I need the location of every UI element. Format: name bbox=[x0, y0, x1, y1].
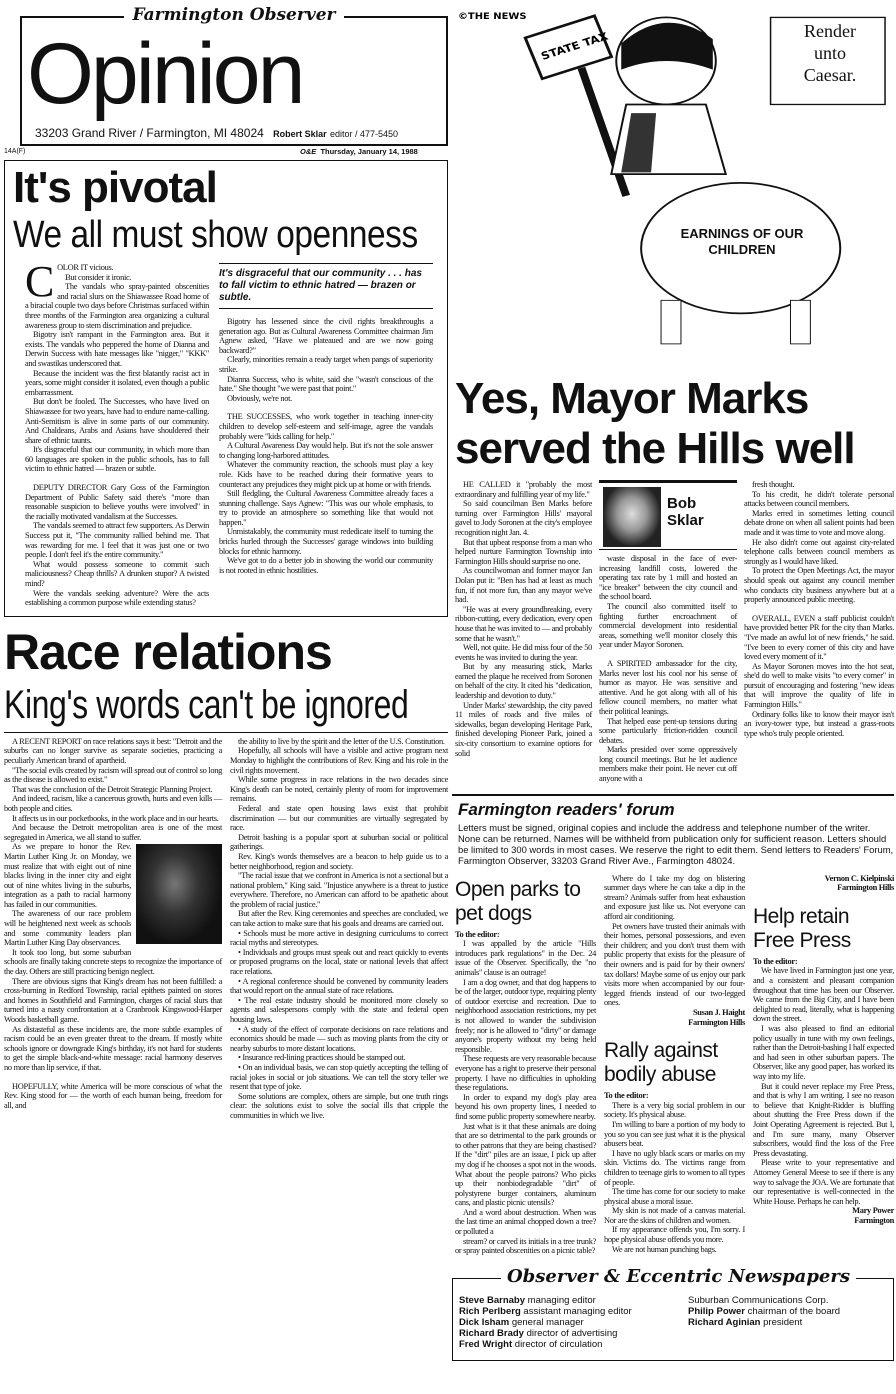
paragraph: Whatever the community reaction, the schools must play a key role. Kids have to be reached during their formative years to counteract any prejudices they might pick up at home or with friends. bbox=[219, 460, 433, 489]
paragraph: As Mayor Soronen moves into the hot seat, she'd do well to make visits "to every corner" in pursuit of encouraging and fostering "new ideas that will improve the quality of life in Farmington Hills." bbox=[744, 661, 894, 710]
editor-name: Robert Sklar bbox=[273, 129, 327, 139]
staff-role: assistant managing editor bbox=[523, 1305, 632, 1317]
letter-title: Rally against bodily abuse bbox=[604, 1039, 718, 1087]
forum-title: Farmington readers' forum bbox=[458, 799, 675, 819]
paragraph: Because the incident was the first blatantly racist act in years, some might consider it isolated, even though a public embarrassment. bbox=[25, 368, 209, 397]
letter-spacer bbox=[604, 1027, 745, 1035]
paragraph: That was the conclusion of the Detroit Strategic Planning Project. bbox=[12, 784, 213, 794]
letter-paragraph: And a word about destruction. When was the last time an animal chopped down a tree? or polluted a bbox=[455, 1207, 596, 1237]
paragraph: THE SUCCESSES, who work together in teaching inner-city children to develop self-esteem and self-image, agree the vandals probably were "kids calling for help." bbox=[219, 412, 433, 441]
paragraph: Under Marks' stewardship, the city paved 11 miles of roads and five miles of sidewalks, began developing Heritage Park, finished developing Pioneer Park, joined a six-city consortium to examine options for solid bbox=[455, 700, 592, 758]
paragraph: • On an individual basis, we can stop quietly accepting the telling of racial jokes in social or job situations. We can tell the story teller we resent that type of joke. bbox=[230, 1062, 448, 1092]
paragraph: the ability to live by the spirit and the letter of the U.S. Constitution. bbox=[238, 736, 445, 746]
paragraph: Still fledgling, the Cultural Awareness Committee already faces a stunning challenge. Says Agnew: "This was our whole emphasis, to try to provide an atmosphere so something like that would not happen." bbox=[219, 489, 433, 527]
staff-left bbox=[459, 1295, 674, 1350]
paragraph: DEPUTY DIRECTOR Gary Goss of the Farmington Department of Public Safety said there's "more than reasonable suspicion to believe youths were involved" in the racially motivated vandalism at the Successes. bbox=[25, 483, 209, 521]
letter-paragraph: I was also pleased to find an editorial policy usually in tune with my own feelings, rather than the Detroit-bashing I half expected and had seen in other suburban papers. The Observer, like any good paper, has worked its way into my life. bbox=[753, 1024, 894, 1081]
editorial-headline: We all must show openness bbox=[13, 214, 418, 256]
author-name: Bob Sklar bbox=[667, 495, 704, 529]
paragraph: As councilwoman and former mayor Jan Dolan put it: "Ben has had at least as much fun, if not more fun, than any mayor we've had. bbox=[455, 566, 592, 605]
letter-signature: Mary Power bbox=[852, 1206, 894, 1216]
paragraph: • A regional conference should be convened by community leaders that would report on the annual state of race relations. bbox=[230, 976, 448, 996]
paragraph: As distasteful as these incidents are, the more subtle examples of racism could be an even greater threat to the dream. If mostly white schools ignore or downgrade King's birthday, it's not hard for students to get the simple black-and-white message: racial harmony deserves no more than lip service, if that. bbox=[4, 1024, 222, 1072]
paragraph: The council also committed itself to fighting further encroachment of commercial development into residential areas, something we'll monitor closely this year under Mayor Soronen. bbox=[599, 601, 737, 650]
paragraph: "The racial issue that we confront in America is not a sectional but a national problem," King said. "Injustice anywhere is a threat to justice everywhere. Therefore, no American can afford to be apathetic about the problem of racial justice." bbox=[230, 871, 448, 909]
staff-role: managing editor bbox=[527, 1294, 596, 1306]
dateline bbox=[300, 147, 418, 156]
letter-paragraph: Pet owners have trusted their animals with their homes, personal possessions, and even their children; and you don't trust them with public property that exists for the pleasure of their owners and is paid for by their owners' tax dollars! Maybe some of us enjoy our park visits more when accompanied by our four-legged friends instead of our two-legged ones. bbox=[604, 921, 745, 1008]
staff-name: Dick Isham bbox=[459, 1316, 510, 1328]
right-stack bbox=[452, 0, 894, 1361]
sign-text: Render unto Caesar. bbox=[803, 21, 857, 85]
staff-role: chairman of the board bbox=[747, 1305, 841, 1317]
paragraph: Were the vandals seeking adventure? Were the acts establishing a common purpose while extending status? bbox=[25, 588, 209, 608]
editorial-kicker: It's pivotal bbox=[13, 163, 217, 212]
staff-right bbox=[688, 1295, 840, 1350]
race-editorial bbox=[4, 623, 448, 1121]
paragraph: • Individuals and groups must speak out and react quickly to events or proposed programs on the local, state or national levels that affect race relations. bbox=[230, 947, 448, 977]
letter-town: Farmington Hills bbox=[837, 883, 894, 893]
staff-entry bbox=[688, 1317, 840, 1328]
paragraph: • Insurance red-lining practices should be stamped out. bbox=[238, 1053, 406, 1063]
divider bbox=[4, 732, 448, 733]
editorial-col1 bbox=[13, 257, 209, 608]
letter-paragraph: I have no ugly black scars or marks on my skin. Victims do. The victims range from children to teenage girls to women to all types of people. bbox=[604, 1148, 745, 1187]
letter-paragraph: I'm willing to bare a portion of my body to you so you can see just what it is the physical abusers beat. bbox=[604, 1119, 745, 1149]
letter-signature: Vernon C. Kielpinski bbox=[824, 873, 894, 883]
letter-paragraph: If my appearance offends you, I'm sorry. I hope physical abuse offends you more. bbox=[604, 1225, 745, 1245]
letter-paragraph: There is a very big social problem in our society. It's physical abuse. bbox=[604, 1100, 745, 1120]
staff-entry bbox=[459, 1317, 674, 1328]
paragraph: But after the Rev. King ceremonies and speeches are concluded, we can take action to make sure that his goals and dreams are carried out. bbox=[230, 909, 448, 929]
column-col1 bbox=[455, 480, 592, 784]
staff-entry bbox=[459, 1295, 674, 1306]
staff-name: Rich Perlberg bbox=[459, 1305, 521, 1317]
letter-signature: Susan J. Haight bbox=[692, 1007, 745, 1017]
column-body bbox=[452, 480, 894, 784]
staff-name: Fred Wright bbox=[459, 1338, 513, 1350]
paper-nameplate: Farmington Observer bbox=[124, 5, 344, 25]
letter-salutation: To the editor: bbox=[455, 929, 500, 939]
paragraph: We've got to do a better job in showing the world our community is not rooted in ethnic hostilities. bbox=[219, 556, 433, 575]
paragraph: The vandals seemed to attract few supporters. As Derwin Success put it, "The community rallied behind me. That was rewarding for me. I feel that it was just one or two people. I don't feel it's the entire community." bbox=[25, 521, 209, 560]
paragraph: It's disgraceful that our community, in which more than 60 languages are spoken in the public schools, has to fall victim to ethnic hatred — brazen or subtle. bbox=[25, 445, 209, 474]
paragraph: Dianna Success, who is white, said she "wasn't conscious of the hate." She thought "we were past that point." bbox=[219, 374, 433, 394]
mallet-label: STATE TAX bbox=[539, 30, 611, 63]
staff-entry bbox=[459, 1306, 674, 1317]
paragraph: Bigotry has lessened since the civil rights breakthroughs a generation ago. But as Cultural Awareness Committee chairman Jim Agnew asked, "Have we plateaued and are we now going backward?" bbox=[219, 317, 433, 355]
letter-salutation: To the editor: bbox=[753, 956, 798, 966]
letter-paragraph: My skin is not made of a canvas material. Nor are the skins of children and women. bbox=[604, 1206, 745, 1225]
letter-paragraph: These requests are very reasonable because everyone has a right to preserve their personal property. I have no difficulties in upholding these regulations. bbox=[455, 1054, 596, 1093]
editorial-box bbox=[4, 160, 448, 617]
paragraph: A Cultural Awareness Day would help. But it's not the sole answer to changing long-harbored attitudes. bbox=[219, 441, 433, 460]
staff-entry bbox=[688, 1306, 840, 1317]
drop-cap: C bbox=[25, 257, 55, 306]
letter-title: Help retain Free Press bbox=[753, 904, 851, 952]
paragraph: A RECENT REPORT on race relations says it best: "Detroit and the suburbs can no longer survive as separate societies, practicing a peculiarly American brand of apartheid. bbox=[4, 736, 222, 765]
section-title: Opinion bbox=[27, 26, 303, 122]
paragraph: It took too long, but some suburban schools are finally taking concrete steps to recognize the importance of the day. Others are still practicing benign neglect. bbox=[4, 947, 222, 977]
staff-name: Philip Power bbox=[688, 1305, 746, 1317]
letter-paragraph: But it could never replace my Free Press, and that is why I am writing. I see no reason to believe that Knight-Ridder is bluffing about shutting the Free Press down if the Joint Operating Agreement is rejected. But I, and I'm sure many, many Observer subscribers, would find the loss of the Free Press devastating. bbox=[753, 1081, 894, 1158]
paragraph: HOPEFULLY, white America will be more conscious of what the Rev. King stood for — the worth of each human being, freedom for all, and bbox=[4, 1081, 222, 1110]
paragraph: Federal and state open housing laws exist that prohibit discrimination — but our communities are virtually segregated by race. bbox=[230, 803, 448, 833]
page-number: 14A(F) bbox=[4, 148, 26, 155]
footer-box bbox=[452, 1265, 894, 1361]
editor-role: editor / 477-5450 bbox=[330, 129, 399, 139]
paragraph: "He was at every groundbreaking, every ribbon-cutting, every dedication, every open house that he was invited to — and probably some that he wasn't." bbox=[455, 604, 592, 643]
letters bbox=[452, 874, 894, 1256]
race-kicker: Race relations bbox=[4, 623, 332, 680]
paragraph: Rev. King's words themselves are a beacon to help guide us to a better neighborhood, region and society. bbox=[230, 851, 448, 871]
race-col2 bbox=[230, 737, 448, 1121]
paragraph: While some progress in race relations in the two decades since King's death can be noted, certainly plenty of room for improvement remains. bbox=[230, 775, 448, 804]
paragraph: Clearly, minorities remain a ready target when pangs of superiority strike. bbox=[219, 355, 433, 374]
paragraph: There are obvious signs that King's dream has not been fulfilled: a cross-burning in Redford Township, racial epithets painted on stores and homes in Southfield and Farmington, charges of racial slurs that turned into a nasty confrontation at a Cranbrook Kingswood-Harper Woods basketball game. bbox=[4, 976, 222, 1024]
paragraph: It affects us in our pocketbooks, in the work place and in our hearts. bbox=[12, 813, 219, 823]
paragraph: But by any measuring stick, Marks earned the plaque he received from Soronen on behalf of the city. It cited his "dedication, leadership and devotion to duty." bbox=[455, 662, 592, 701]
paragraph: Some solutions are complex, others are simple, but one truth rings clear: the solutions exist to solve the social ills that cripple the communities in which we live. bbox=[230, 1091, 448, 1120]
paragraph: The awareness of our race problem will be heightened next week as schools and some community leaders plan Martin Luther King Day observances. bbox=[4, 909, 131, 948]
paragraph: As we prepare to honor the Rev. Martin Luther King Jr. on Monday, we must realize that with eight out of nine blacks living in the inner city and eight out of nine whites living in the suburbs, integration as a path to racial harmony has failed in our communities. bbox=[4, 842, 131, 909]
paragraph: To protect the Open Meetings Act, the mayor should speak out against any council member who conducts city business anywhere but at a properly announced public meeting. bbox=[744, 566, 894, 605]
paragraph: OVERALL, EVEN a staff publicist couldn't have provided better PR for the city than Marks. "I've made an awful lot of new friends," he said. "I've been to every corner of this city and have loved every moment of it." bbox=[744, 613, 894, 662]
paragraph: • Schools must be more active in designing curriculums to correct racial myths and stereotypes. bbox=[230, 928, 448, 948]
paragraph: Marks presided over some oppressively long council meetings. But he let audience members make their point. He never cut off anyone with a bbox=[599, 745, 737, 784]
letter-spacer bbox=[753, 893, 894, 901]
staff-role: director of circulation bbox=[514, 1338, 603, 1350]
masthead-address bbox=[35, 126, 398, 140]
staff-name: Steve Barnaby bbox=[459, 1294, 526, 1306]
letter-title: Open parks to pet dogs bbox=[455, 877, 581, 925]
staff-role: general manager bbox=[511, 1316, 584, 1328]
pull-quote: It's disgraceful that our community . . . has to fall victim to ethnic hatred — brazen or subtle. bbox=[219, 263, 433, 309]
paragraph: HE CALLED it "probably the most extraordinary and fulfilling year of my life." bbox=[455, 480, 592, 499]
letter-spacer bbox=[753, 1225, 894, 1233]
letter-paragraph: Just what is it that these animals are doing that are so detrimental to the park grounds or to other patrons that they are being chastised? If the "dirt" piles are an issue, I pick up after my dog if he chooses a spot not in the woods. What about the people patrons? Who picks up their nonbiodegradable "dirt" of polystyrene burger containers, aluminum cans, and plastic picnic utensils? bbox=[455, 1121, 596, 1208]
letter-salutation: To the editor: bbox=[604, 1091, 649, 1101]
paragraph: "The social evils created by racism will spread out of control so long as the disease is allowed to exist." bbox=[4, 765, 222, 785]
forum-box bbox=[452, 794, 894, 870]
paragraph: The vandals who spray-painted obscenities and racial slurs on the Shiawassee Road home of a biracial couple two days before Christmas surfaced within three months of the Farmington area organizing a cultural awareness group to stem discrimination and prejudice. bbox=[25, 282, 209, 330]
letter-paragraph: stream? or carved its initials in a tree trunk? or spray painted obscenities on a picnic table? bbox=[455, 1236, 596, 1256]
paragraph: Detroit bashing is a popular sport at suburban social or political gatherings. bbox=[230, 832, 448, 852]
corp-name: Suburban Communications Corp. bbox=[688, 1294, 829, 1306]
staff-role: president bbox=[763, 1316, 803, 1328]
date: Thursday, January 14, 1988 bbox=[320, 147, 418, 156]
paragraph: But consider it ironic. bbox=[65, 272, 132, 282]
paragraph: But don't be fooled. The Successes, who have lived on Shiawassee for two years, have had to endure name-calling. Anti-Semitism is alive in some parts of our community. And Chaldeans, Arabs and Asians have shouldered their share of ethnic taunts. bbox=[25, 397, 209, 445]
race-col1 bbox=[4, 737, 222, 1121]
forum-intro: Letters must be signed, original copies and include the address and telephone number of the writer. None can be returned. Names will be withheld from publication only for sufficient reason. Letters should be limited to 300 words in most cases. We reserve the right to edit them. Send letters to Readers' Forum, Farmington Observer, 33203 Grand River Ave., Farmington 48024. bbox=[458, 821, 894, 866]
paragraph: waste disposal in the face of ever-increasing landfill costs, lowered the operating tax rate by 1 mill and hosted an "ice breaker" between the city council and the school board. bbox=[599, 554, 737, 602]
staff-entry bbox=[459, 1339, 674, 1350]
paragraph: Hopefully, all schools will have a visible and active program next Monday to highlight the contributions of Rev. King and his role in the civil rights movement. bbox=[230, 746, 448, 775]
paragraph: A SPIRITED ambassador for the city, Marks never lost his cool nor his sense of humor as mayor. He was sensitive and attentive. And he got along with all of his fellow council members, no matter what their political leanings. bbox=[599, 658, 737, 716]
paragraph: • The real estate industry should be monitored more closely so agents and salespersons comply with the state and federal open housing laws. bbox=[230, 995, 448, 1024]
paragraph: Obviously, we're not. bbox=[227, 393, 292, 403]
staff-name: Richard Aginian bbox=[688, 1316, 761, 1328]
footer-nameplate: Observer & Eccentric Newspapers bbox=[501, 1266, 856, 1288]
column-col2 bbox=[599, 554, 737, 784]
editorial-col2 bbox=[219, 317, 433, 575]
left-stack bbox=[0, 0, 450, 1121]
paragraph: And indeed, racism, like a cancerous growth, hurts and even kills — both people and cities. bbox=[4, 794, 222, 813]
edition: O&E bbox=[300, 147, 317, 156]
paragraph: • A study of the effect of corporate decisions on race relations and economics should be made — such as moving plants from the city or nearby suburbs to more distant locations. bbox=[230, 1024, 448, 1053]
king-photo bbox=[136, 844, 222, 944]
paragraph: Ordinary folks like to know their mayor isn't an ivory-tower type, but instead a grass-roots type who's truly people oriented. bbox=[744, 709, 894, 738]
author-photo bbox=[603, 487, 661, 547]
paragraph: That helped ease pent-up tensions during some particularly friction-ridden council debates. bbox=[599, 716, 737, 745]
letter-paragraph: In order to expand my dog's play area beyond his own property lines, I needed to find some public property somewhere nearby. bbox=[455, 1092, 596, 1121]
letter-paragraph: I was appalled by the article "Hills introduces park regulations" in the Dec. 24 issue of the Observer. Specifically, the "no animals" clause is an outrage! bbox=[455, 939, 596, 978]
letter-paragraph: Please write to your representative and Attorney General Meese to see if there is any way to salvage the JOA. We are fortunate that our representative is well-connected in the White House. Perhaps he can help. bbox=[753, 1158, 894, 1206]
paragraph: To his credit, he didn't tolerate personal attacks between council members. bbox=[744, 489, 894, 509]
paragraph: OLOR IT vicious. bbox=[57, 263, 114, 272]
staff-name: Richard Brady bbox=[459, 1327, 524, 1339]
bank-label: EARNINGS OF OUR CHILDREN bbox=[680, 226, 804, 257]
column-headline: Yes, Mayor Marks served the Hills well bbox=[455, 374, 855, 473]
paragraph: So said councilman Ben Marks before turning over Farmington Hills' mayoral gavel to Jody Soronen at the city's employee recognition night Jan. 4. bbox=[455, 499, 592, 537]
paragraph: Marks erred in sometimes letting council debate drone on when all salient points had been made and it was time to vote and move along. bbox=[744, 508, 894, 537]
address: 33203 Grand River / Farmington, MI 48024 bbox=[35, 126, 264, 140]
staff-role: director of advertising bbox=[526, 1327, 618, 1339]
letter-town: Farmington Hills bbox=[688, 1017, 745, 1027]
paragraph: fresh thought. bbox=[752, 480, 795, 489]
paragraph: And because the Detroit metropolitan area is one of the most segregated in America, we all stand to suffer. bbox=[4, 823, 222, 842]
race-headline: King's words can't be ignored bbox=[4, 682, 409, 727]
paragraph: But that upbeat response from a man who helped nurture Farmington Township into Farmington Hills should surprise no one. bbox=[455, 537, 592, 566]
masthead bbox=[4, 0, 450, 160]
letter-town: Farmington bbox=[854, 1215, 894, 1225]
paragraph: What would possess someone to commit such maliciousness? Cheap thrills? A drunken stupor? A twisted mind? bbox=[25, 559, 209, 588]
letter-paragraph: We have lived in Farmington just one year, and a consistent and pleasant companion throughout that time has been our Observer. We came from the Big City, and I have been delighted to read, literally, what is happening down the street. bbox=[753, 966, 894, 1024]
letter-paragraph: I am a dog owner, and that dog happens to be of the larger, outdoor type, requiring plenty of outdoor exercise and recreation. Due to neighborhood association restrictions, my pet is not allowed to wander the subdivision freely; nor is he allowed to "dirty" or damage anyone's property without my being held responsible. bbox=[455, 977, 596, 1054]
cartoon-stamp: ©THE NEWS bbox=[457, 11, 527, 22]
letter-paragraph: We are not human punching bags. bbox=[612, 1244, 717, 1254]
paragraph: He also didn't come out against city-related telephone calls between council members as strongly as I would have liked. bbox=[744, 537, 894, 566]
paragraph: Bigotry isn't rampant in the Farmington area. But it exists. The vandals who peppered the home of Dianna and Derwin Success with hate messages like "nigger," "KKK" and swastikas underscored that. bbox=[25, 330, 209, 368]
staff-entry bbox=[459, 1328, 674, 1339]
column-col3 bbox=[744, 480, 894, 784]
paragraph: Well, not quite. He did miss four of the 50 events he was invited to during the year. bbox=[455, 643, 592, 662]
letter-paragraph: The time has come for our society to make physical abuse a moral issue. bbox=[604, 1187, 745, 1206]
editorial-cartoon bbox=[452, 0, 894, 370]
letter-paragraph: Where do I take my dog on blistering summer days where he can take a dip in the stream? Animals suffer from heat exhaustion and exposure just like us. Not everyone can afford air conditioning. bbox=[604, 873, 745, 922]
author-box bbox=[599, 480, 737, 550]
paragraph: Unmistakably, the community must rededicate itself to turning the bricks hurled through the Successes' garage windows into building blocks for ethnic harmony. bbox=[219, 527, 433, 556]
